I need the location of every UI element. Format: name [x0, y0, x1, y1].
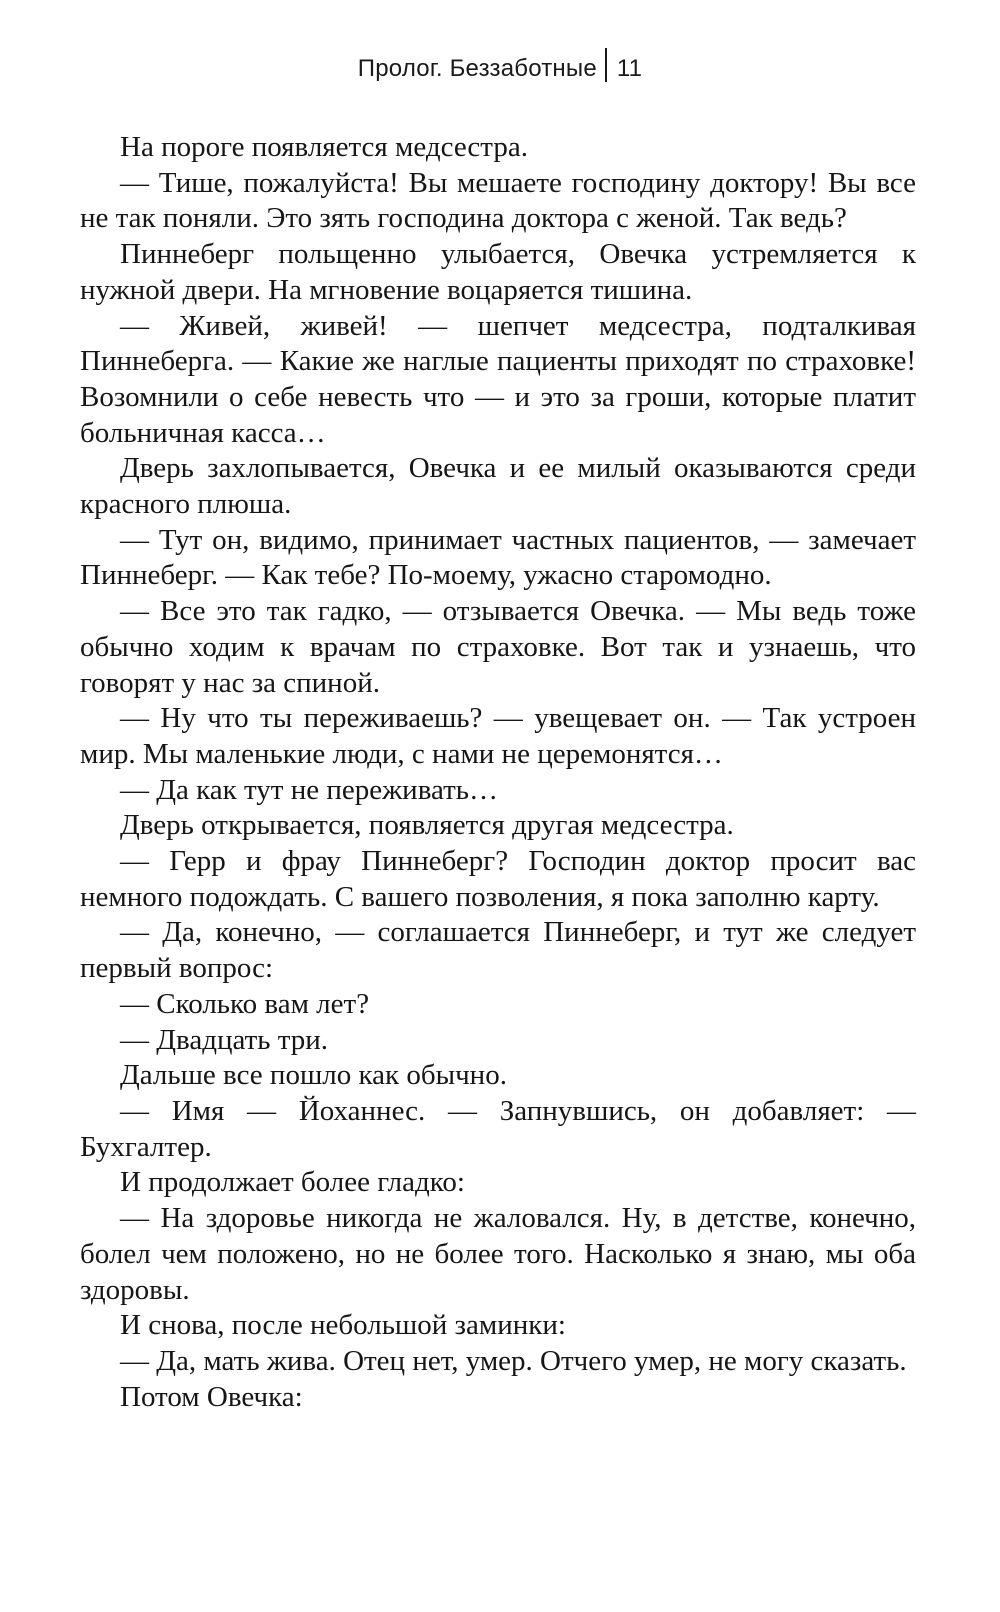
- paragraph: И продолжает более гладко:: [120, 1166, 465, 1199]
- body-text: [80, 130, 916, 1415]
- paragraph: Пиннеберг польщенно улыбается, Овечка устремляется к нужной двери. На мгновение воцаряется тишина.: [80, 238, 916, 306]
- paragraph: — Тут он, видимо, принимает частных пациентов, — замечает Пиннеберг. — Как тебе? По-моему, ужасно старомодно.: [80, 523, 916, 592]
- paragraph: — На здоровье никогда не жаловался. Ну, в детстве, конечно, болел чем положено, но не более того. Насколько я знаю, мы оба здоровы.: [80, 1202, 916, 1306]
- header-separator: [605, 48, 607, 82]
- paragraph: — Герр и фрау Пиннеберг? Господин доктор просит вас немного подождать. С вашего позволения, я пока заполню карту.: [80, 845, 916, 913]
- paragraph: Потом Овечка:: [120, 1380, 303, 1413]
- paragraph: — Да как тут не переживать…: [120, 773, 499, 806]
- running-head: [0, 48, 1000, 83]
- paragraph: — Двадцать три.: [120, 1023, 329, 1056]
- paragraph: На пороге появляется медсестра.: [120, 131, 528, 163]
- paragraph: Дальше все пошло как обычно.: [120, 1059, 507, 1092]
- paragraph: — Сколько вам лет?: [120, 987, 370, 1020]
- paragraph: И снова, после небольшой заминки:: [120, 1309, 566, 1342]
- chapter-title: Пролог. Беззаботные: [357, 55, 597, 82]
- paragraph: — Тише, пожалуйста! Вы мешаете господину доктору! Вы все не так поняли. Это зять господина доктора с женой. Так ведь?: [80, 166, 916, 235]
- paragraph: — Да, мать жива. Отец нет, умер. Отчего умер, не могу сказать.: [120, 1344, 907, 1377]
- paragraph: — Да, конечно, — соглашается Пиннеберг, и тут же следует первый вопрос:: [80, 916, 916, 985]
- paragraph: — Имя — Йоханнес. — Запнувшись, он добавляет: — Бухгалтер.: [80, 1094, 916, 1163]
- paragraph: Дверь захлопывается, Овечка и ее милый оказываются среди красного плюша.: [80, 452, 916, 521]
- paragraph: — Ну что ты переживаешь? — увещевает он. — Так устроен мир. Мы маленькие люди, с нами не церемонятся…: [80, 702, 916, 770]
- page-number: 11: [616, 55, 643, 82]
- paragraph: — Живей, живей! — шепчет медсестра, подталкивая Пиннеберга. — Какие же наглые пациенты приходят по страховке! Возомнили о себе невесть что — и это за гроши, которые платит больничная касса…: [80, 309, 916, 449]
- paragraph: Дверь открывается, появляется другая медсестра.: [120, 809, 734, 842]
- paragraph: — Все это так гадко, — отзывается Овечка. — Мы ведь тоже обычно ходим к врачам по страховке. Вот так и узнаешь, что говорят у нас за спиной.: [80, 595, 916, 699]
